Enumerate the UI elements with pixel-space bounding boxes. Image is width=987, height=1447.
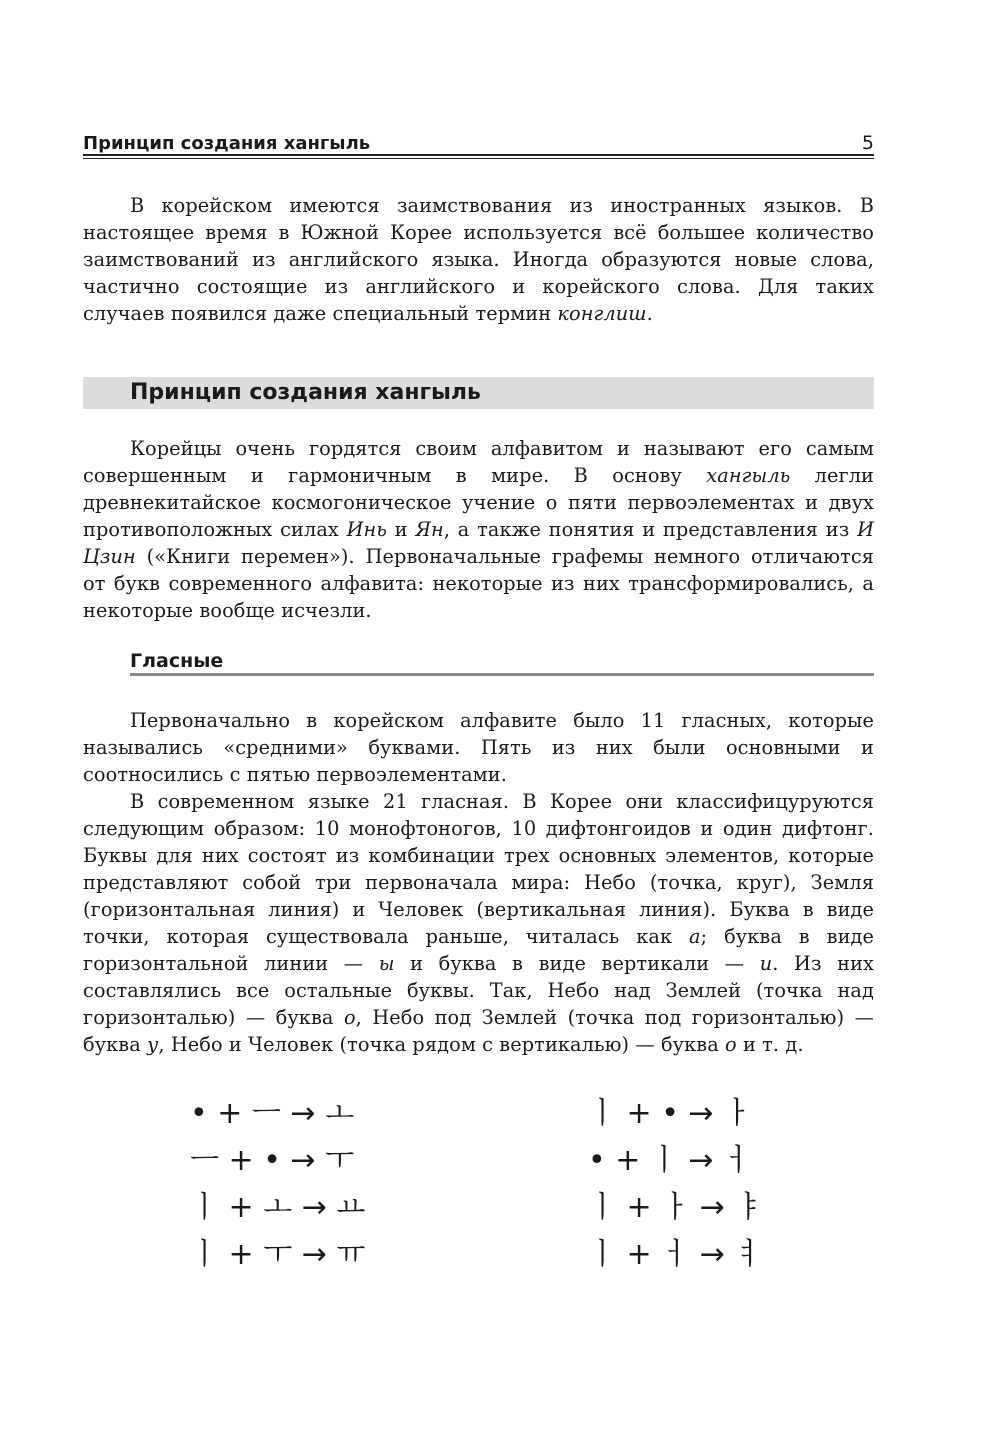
vowel-formula: ㅡ + • → ㅜ (190, 1143, 355, 1178)
vowel-formula: • + ㅡ → ㅗ (190, 1096, 355, 1131)
intro-paragraph: В корейском имеются заимствования из иностранных языков. В настоящее время в Южной Корее используется всё большее количество заимствований из английского языка. Иногда образуются новые слова, частично состоящие из английского и корейского слова. Для таких случаев появился даже специальный термин конглиш. (83, 194, 874, 325)
vowel-formula: ㅣ + ㅓ → ㅕ (588, 1237, 764, 1272)
vowel-formula: • + ㅣ → ㅓ (588, 1143, 753, 1178)
vowel-formula: ㅣ + ㅗ → ㅛ (190, 1190, 366, 1225)
vowels-paragraph-2: В современном языке 21 гласная. В Корее они классифицуруются следующим образом: 10 монофтоногов, 10 дифтонгоидов и один дифтонг. Буквы для них состоят из комбинации трех основных элементов, которые представляют собой три первоначала мира: Небо (точка, круг), Земля (горизонтальная линия) и Человек (вертикальная линия). Буква в виде точки, которая существовала раньше, читалась как а; буква в виде горизонтальной линии — ы и буква в виде вертикали — и. Из них составлялись все остальные буквы. Так, Небо над Землей (точка над горизонталью) — буква о, Небо под Землей (точка под горизонталью) — буква у, Небо и Человек (точка рядом с вертикалью) — буква о и т. д. (83, 790, 875, 1056)
vowel-formula: ㅣ + ㅜ → ㅠ (190, 1237, 366, 1272)
formula-column-right (588, 1090, 763, 1278)
subsection-title: Гласные (130, 650, 224, 672)
page-number: 5 (861, 132, 874, 154)
term-yang: Ян (415, 518, 444, 541)
formula-column-left (190, 1090, 365, 1278)
term-yin: Инь (346, 518, 387, 541)
running-title: Принцип создания хангыль (83, 133, 371, 154)
header-rule-thin (83, 158, 874, 159)
vowels-paragraph-1: Первоначально в корейском алфавите было 11 гласных, которые назывались «средними» буквами. Пять из них были основными и соотносились с пятью первоэлементами. (83, 709, 874, 786)
term-i-ching: И Цзин (83, 518, 874, 568)
vowel-formula: ㅣ + ㅏ → ㅑ (588, 1190, 764, 1225)
section-paragraph: Корейцы очень гордятся своим алфавитом и называют его самым совершенным и гармоничным в мире. В основу хангыль легли древнекитайское космогоническое учение о пяти первоэлементах и двух противоположных силах Инь и Ян, а также понятия и представления из И Цзин («Книги перемен»). Первоначальные графемы немного отличаются от букв современного алфавита: некоторые из них трансформировались, а некоторые вообще исчезли. (83, 437, 875, 622)
header-rule-thick (83, 154, 874, 156)
running-header (83, 132, 874, 154)
term-hangul: хангыль (706, 464, 791, 487)
vowel-formula: ㅣ + • → ㅏ (588, 1096, 753, 1131)
section-title: Принцип создания хангыль (130, 380, 481, 405)
term-konglish: конглиш (557, 302, 647, 325)
subsection-rule (130, 673, 874, 676)
